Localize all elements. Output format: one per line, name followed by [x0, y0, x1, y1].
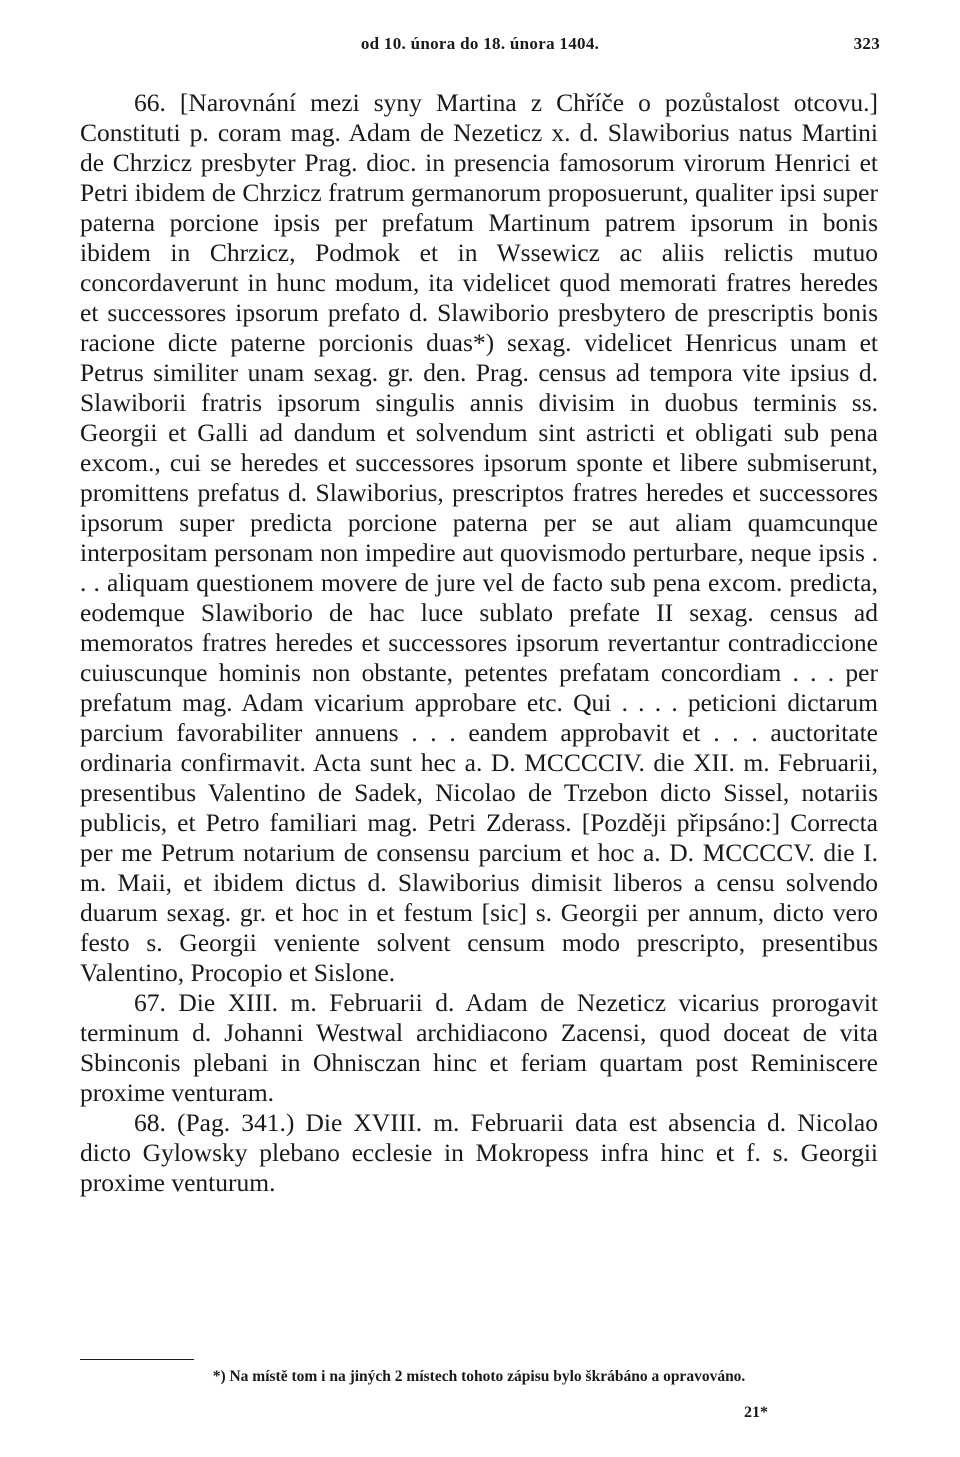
body-text — [80, 88, 878, 1198]
entry-68: 68. (Pag. 341.) Die XVIII. m. Februarii data est absencia d. Nicolao dicto Gylowsky plebano ecclesie in Mokropess infra hinc et f. s. Georgii proxime venturum. — [80, 1108, 878, 1197]
running-title: od 10. února do 18. února 1404. — [360, 34, 600, 53]
running-header — [80, 34, 880, 58]
footnote: *) Na místě tom i na jiných 2 místech tohoto zápisu bylo škrábáno a opravováno. — [212, 1368, 746, 1385]
entry-67: 67. Die XIII. m. Februarii d. Adam de Nezeticz vicarius prorogavit terminum d. Johanni Westwal archidiacono Zacensi, quod doceat de vita Sbinconis plebani in Ohnisczan hinc et feriam quartam post Reminiscere proxime venturam. — [80, 988, 878, 1107]
footnote-divider — [80, 1359, 194, 1360]
page-number: 323 — [853, 34, 880, 53]
signature-mark: 21* — [744, 1404, 768, 1421]
entry-66: 66. [Narovnání mezi syny Martina z Chříče o pozůstalost otcovu.] Constituti p. coram mag. Adam de Nezeticz x. d. Slawiborius natus Martini de Chrzicz presbyter Prag. dioc. in presencia famosorum virorum Henrici et Petri ibidem de Chrzicz fratrum germanorum proposuerunt, qualiter ipsi super paterna porcione ipsis per prefatum Martinum patrem ipsorum in bonis ibidem in Chrzicz, Podmok et in Wssewicz ac aliis relictis mutuo concordaverunt in hunc modum, ita videlicet quod memorati fratres heredes et successores ipsorum prefato d. Slawiborio presbytero de prescriptis bonis racione dicte paterne porcionis duas*) sexag. videlicet Henricus unam et Petrus similiter unam sexag. gr. den. Prag. census ad tempora vite ipsius d. Slawiborii fratris ipsorum singulis annis divisim in duobus terminis ss. Georgii et Galli ad dandum et solvendum sint astricti et obligati sub pena excom., cui se heredes et successores ipsorum sponte et libere submiserunt, promittens prefatus d. Slawiborius, prescriptos fratres heredes et successores ipsorum super predicta porcione paterna per se aut aliam quamcunque interpositam personam non impedire aut quovismodo perturbare, neque ipsis . . . aliquam questionem movere de jure vel de facto sub pena excom. predicta, eodemque Slawiborio de hac luce sublato prefate II sexag. census ad memoratos fratres heredes et successores ipsorum revertantur contradiccione cuiuscunque hominis non obstante, petentes prefatam concordiam . . . per prefatum mag. Adam vicarium approbare etc. Qui . . . . peticioni dictarum parcium favorabiliter annuens . . . eandem approbavit et . . . auctoritate ordinaria confirmavit. Acta sunt hec a. D. MCCCCIV. die XII. m. Februarii, presentibus Valentino de Sadek, Nicolao de Trzebon dicto Sissel, notariis publicis, et Petro familiari mag. Petri Zderass. [Později připsáno:] Correcta per me Petrum notarium de consensu parcium et hoc a. D. MCCCCV. die I. m. Maii, et ibidem dictus d. Slawiborius dimisit liberos a censu solvendo duarum sexag. gr. et hoc in et festum [sic] s. Georgii per annum, dicto vero festo s. Georgii veniente solvent censum modo prescripto, presentibus Valentino, Procopio et Sislone. — [80, 88, 878, 987]
